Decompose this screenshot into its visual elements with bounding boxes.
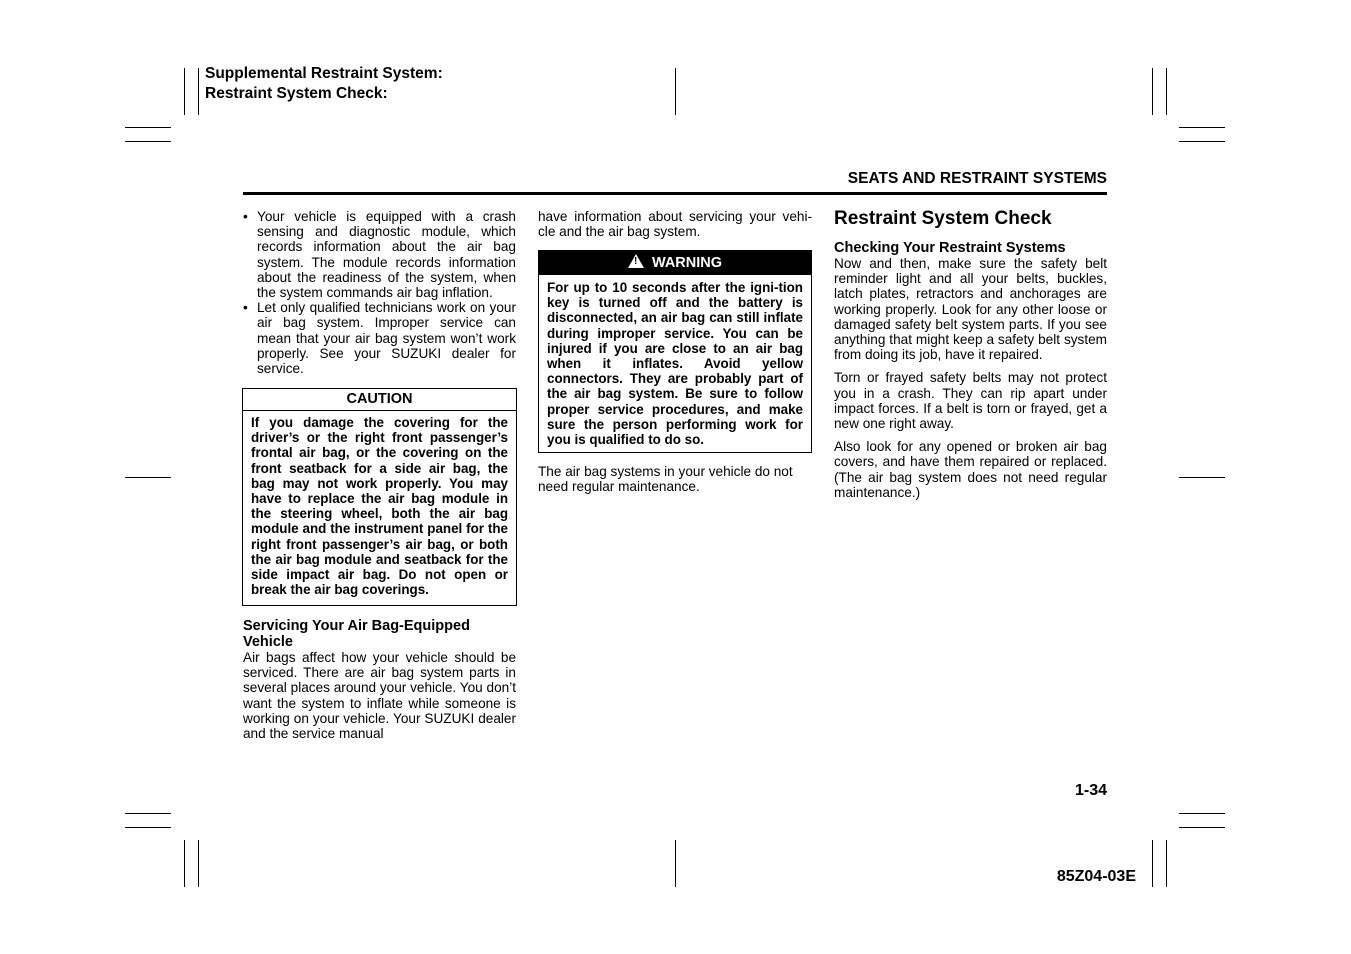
right-paragraph-1: Now and then, make sure the safety belt reminder light and all your belts, buckles, latch plates, retractors and anchorages are working properly. Look for any other loose or damaged safety belt system parts. If you see anything that might keep a safety belt system from doing its job, have it repaired. <box>834 256 1107 363</box>
after-warning-section <box>538 464 812 494</box>
restraint-check-title: Restraint System Check <box>834 208 1052 229</box>
warning-triangle-icon: ! <box>628 254 644 268</box>
warning-title: WARNING <box>651 255 723 271</box>
left-column <box>243 209 516 376</box>
servicing-heading: Servicing Your Air Bag-Equipped Vehicle <box>243 618 470 650</box>
right-paragraph-3: Also look for any opened or broken air bag covers, and have them repaired or replaced. (The air bag system does not need regular maintenance.) <box>834 439 1107 500</box>
servicing-text: Air bags affect how your vehicle should be serviced. There are air bag system parts in several places around your vehicle. You don’t want the system to inflate while someone is working on your vehicle. Your SUZUKI dealer and the service manual <box>243 650 516 742</box>
section-title-line2: Restraint System Check: <box>205 85 388 102</box>
servicing-continued-text: have information about servicing your vehi-cle and the air bag system. <box>538 209 812 240</box>
maintenance-note: The air bag systems in your vehicle do not need regular maintenance. <box>538 464 793 495</box>
warning-box <box>538 250 812 453</box>
section-title <box>205 64 443 104</box>
page-number: 1-34 <box>1074 782 1107 799</box>
section-title-line1: Supplemental Restraint System: <box>205 65 443 82</box>
middle-column <box>538 209 812 239</box>
bullet-item-qualified-technicians: • Let only qualified technicians work on your air bag system. Improper service can mean that your air bag system won’t work properly. See your SUZUKI dealer for service. <box>243 300 516 376</box>
warning-header <box>539 251 811 275</box>
header-rule <box>243 192 1107 195</box>
right-paragraph-2: Torn or frayed safety belts may not protect you in a crash. They can rip apart under impact forces. If a belt is torn or frayed, get a new one right away. <box>834 370 1107 432</box>
caution-text: If you damage the covering for the driver’s or the right front passenger’s frontal air bag, or the covering on the front seatback for a side air bag, the bag may not work properly. You may have to replace the air bag module in the steering wheel, both the air bag module and the instrument panel for the right front passenger’s air bag, or both the air bag module and seatback for the side impact air bag. Do not open or break the air bag coverings. <box>251 415 508 598</box>
bullet-list <box>243 209 516 376</box>
warning-text: For up to 10 seconds after the igni-tion key is turned off and the battery is disconnected, an air bag can still inflate during improper service. You can be injured if you are close to an air bag when it inflates. Avoid yellow connectors. They are probably part of the air bag system. Be sure to follow proper service procedures, and make sure the person performing work for you is qualified to do so. <box>547 280 803 448</box>
bullet-item-crash-module: • Your vehicle is equipped with a crash sensing and diagnostic module, which records information about the air bag system. The module records information about the readiness of the system, when the system commands air bag inflation. <box>243 209 516 300</box>
document-code: 85Z04-03E <box>1056 868 1136 885</box>
chapter-header: SEATS AND RESTRAINT SYSTEMS <box>847 170 1107 187</box>
right-column <box>834 208 1107 500</box>
caution-box <box>242 388 517 606</box>
checking-subheading: Checking Your Restraint Systems <box>834 240 1066 256</box>
servicing-section <box>243 618 516 741</box>
caution-title: CAUTION <box>243 389 516 411</box>
